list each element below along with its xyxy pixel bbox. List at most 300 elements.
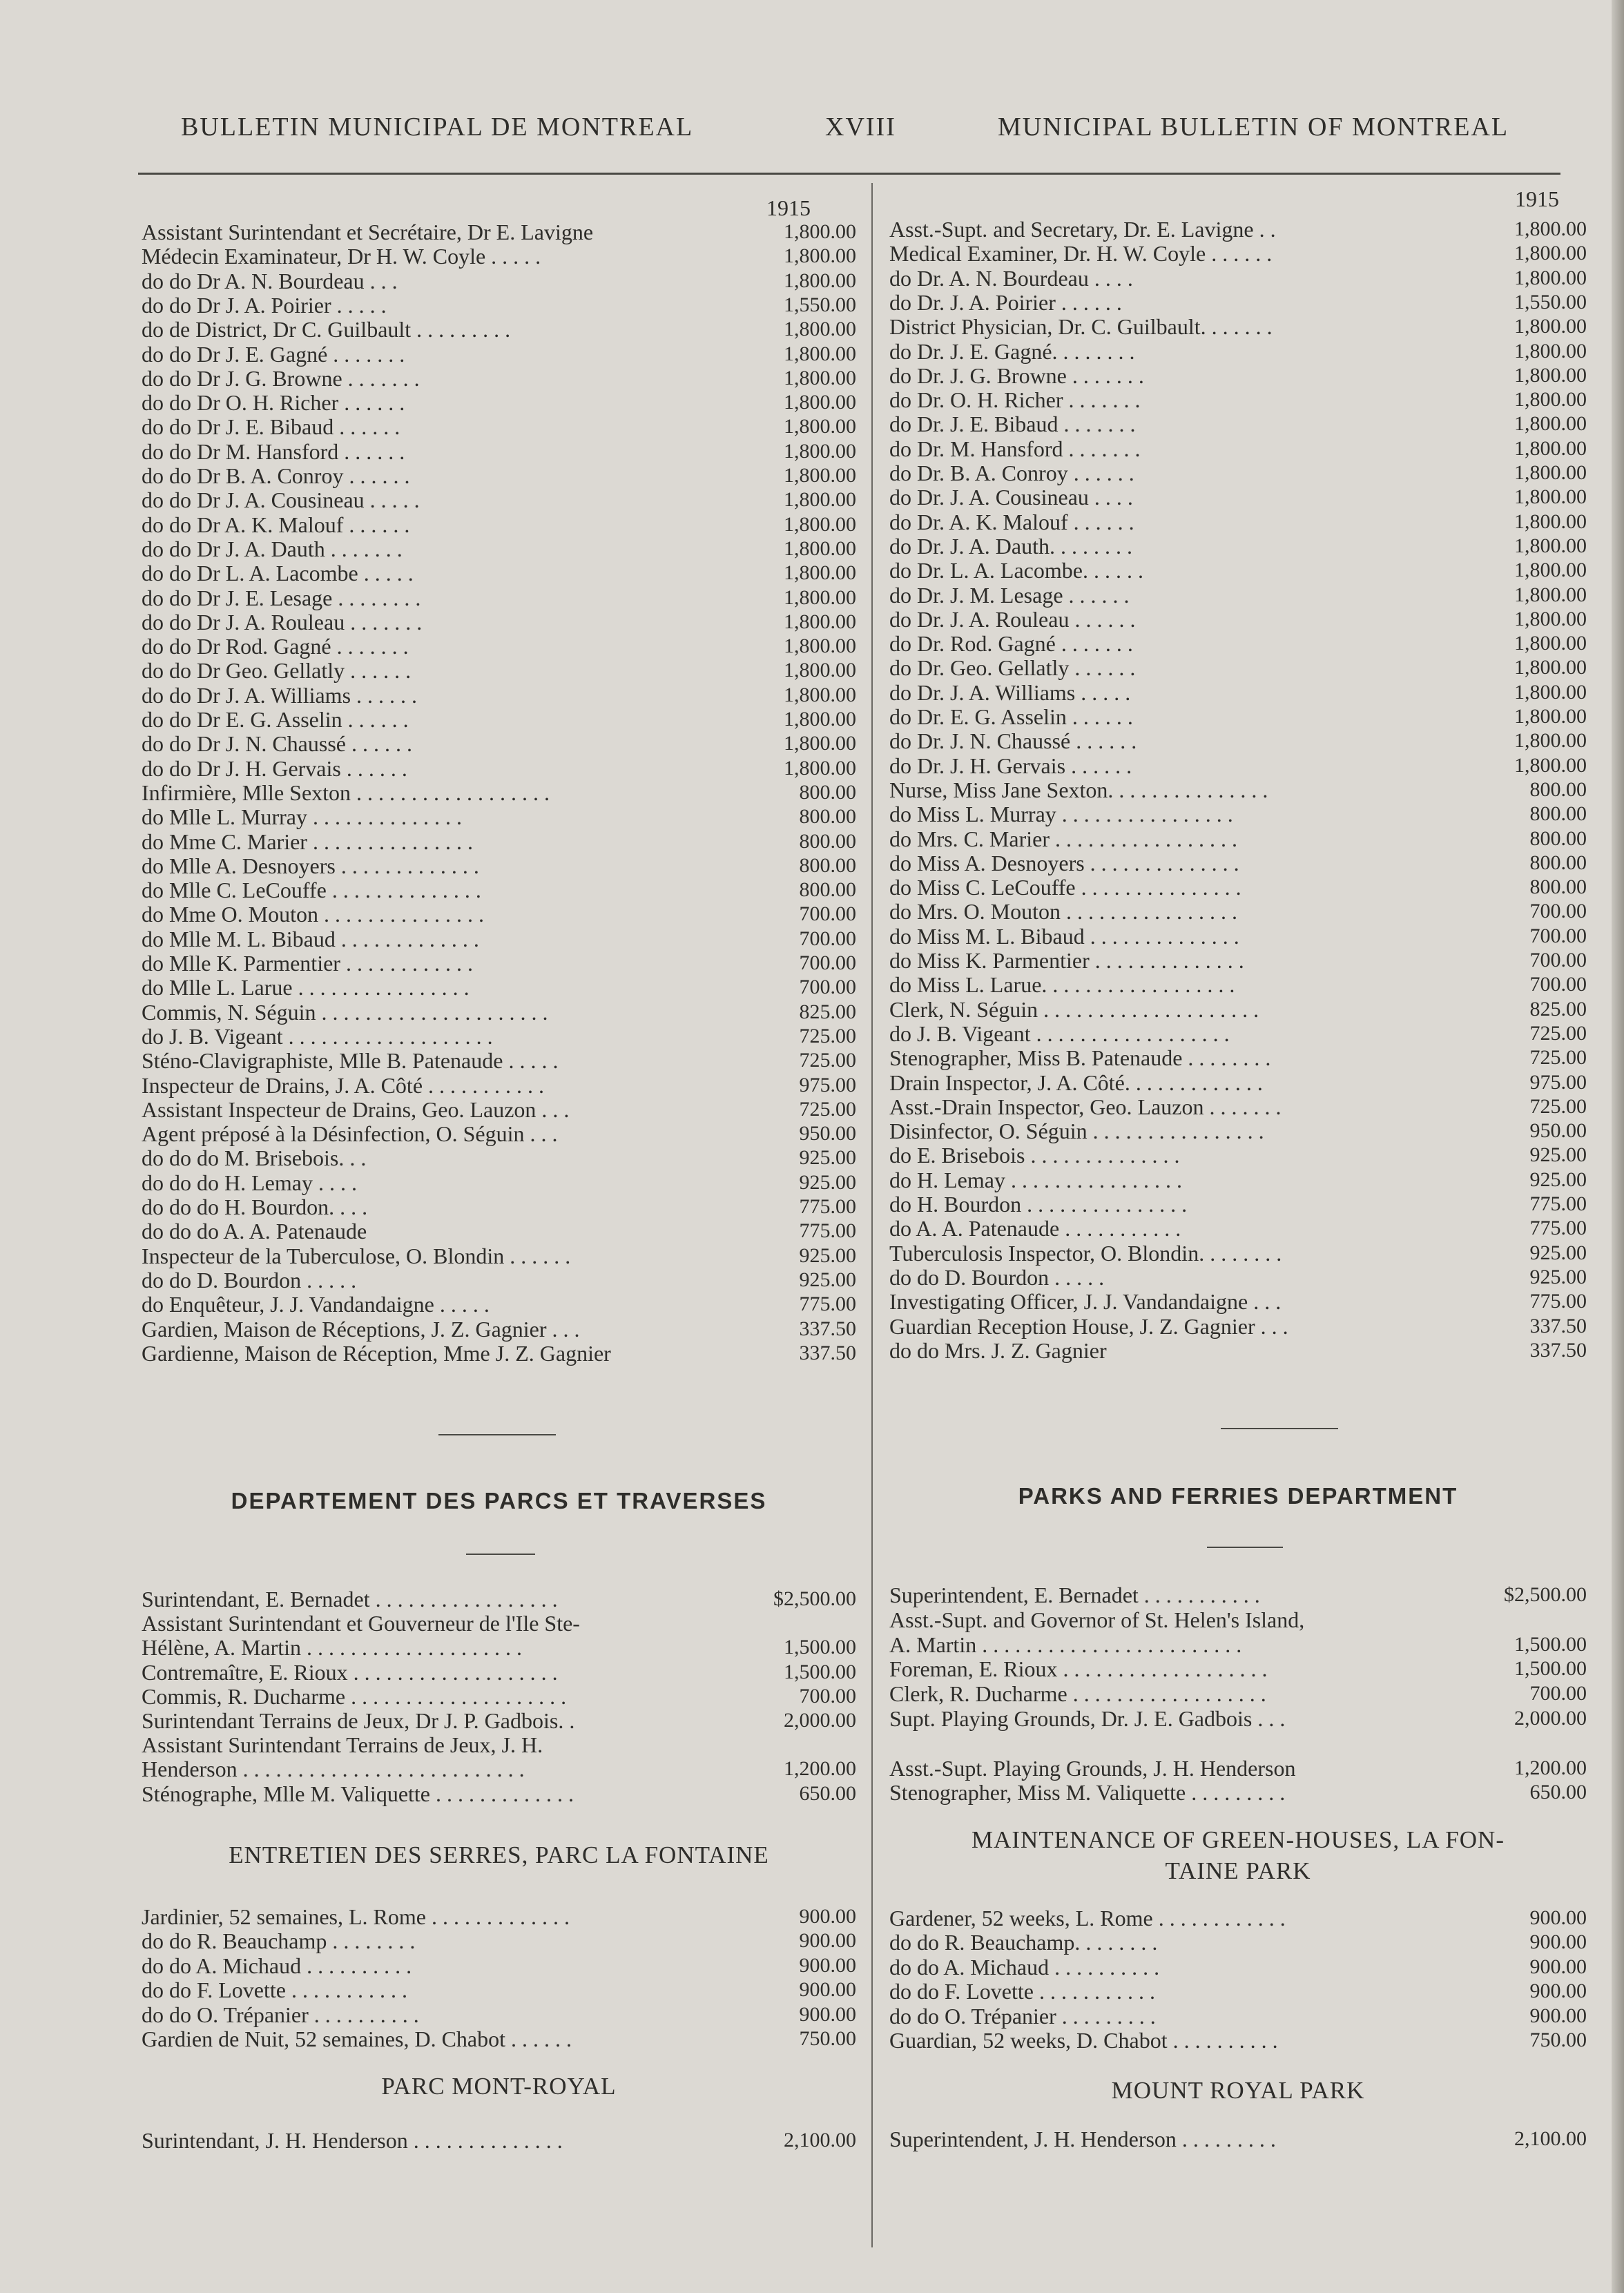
ledger-row <box>889 1143 1587 1168</box>
row-label: do Dr. J. G. Browne . . . . . . . <box>889 362 1144 388</box>
row-label: do do do A. A. Patenaude <box>142 1219 367 1244</box>
ledger-row <box>142 1684 856 1709</box>
row-label: Superintendent, J. H. Henderson . . . . . . . . . <box>889 2127 1276 2151</box>
row-amount: 1,800.00 <box>1514 485 1587 509</box>
ledger-row <box>889 1607 1587 1632</box>
ledger-row <box>889 1979 1587 2004</box>
row-label: Inspecteur de la Tuberculose, O. Blondin . . . . . . <box>142 1243 571 1268</box>
ledger-row <box>142 1121 856 1146</box>
ledger-row <box>142 1928 856 1953</box>
ledger-row <box>142 1292 856 1317</box>
row-label: do do Dr B. A. Conroy . . . . . . <box>142 463 410 488</box>
row-amount: 1,800.00 <box>1514 559 1587 582</box>
ledger-row <box>142 561 856 586</box>
ledger-row <box>142 975 856 1000</box>
row-label: do Miss A. Desnoyers . . . . . . . . . . . . . . <box>889 850 1239 875</box>
row-amount: 900.00 <box>1529 2004 1587 2027</box>
row-label: do do Dr A. K. Malouf . . . . . . <box>142 512 410 537</box>
row-label: do Dr. L. A. Lacombe. . . . . . <box>889 558 1143 583</box>
ledger-row <box>889 436 1587 461</box>
ledger-row <box>142 804 856 829</box>
row-amount: 925.00 <box>799 1268 856 1291</box>
row-label: do Dr. J. A. Rouleau . . . . . . <box>889 606 1136 632</box>
row-amount: 1,800.00 <box>784 269 856 292</box>
ledger-row <box>142 610 856 635</box>
row-label: do do A. Michaud . . . . . . . . . . <box>142 1953 412 1978</box>
ledger-row <box>142 220 856 244</box>
ledger-row <box>889 1021 1587 1046</box>
page-edge-shadow <box>1612 0 1624 2293</box>
row-amount: 725.00 <box>1529 1021 1587 1045</box>
row-label: do Mrs. O. Mouton . . . . . . . . . . . . . . . . <box>889 899 1238 925</box>
row-label: Guardian, 52 weeks, D. Chabot . . . . . . . . . . <box>889 2028 1278 2053</box>
row-label: do do O. Trépanier . . . . . . . . . <box>889 2003 1156 2029</box>
row-amount: 775.00 <box>799 1219 856 1243</box>
row-amount: 1,800.00 <box>1514 461 1587 484</box>
row-label: do do Dr J. E. Bibaud . . . . . . <box>142 414 400 440</box>
header-rule <box>138 173 1560 175</box>
row-label: do Dr. Rod. Gagné . . . . . . . <box>889 631 1133 657</box>
ledger-row <box>142 586 856 610</box>
row-label: do H. Lemay . . . . . . . . . . . . . . . . <box>889 1167 1182 1192</box>
ledger-row <box>142 1611 856 1636</box>
row-amount: 925.00 <box>799 1170 856 1194</box>
ledger-row <box>142 1024 856 1049</box>
row-label: Stenographer, Miss M. Valiquette . . . . . . . . . <box>889 1780 1286 1806</box>
section-rule <box>438 1434 556 1435</box>
ledger-row <box>889 583 1587 608</box>
ledger-row <box>889 1241 1587 1266</box>
row-amount: 800.00 <box>1529 851 1587 874</box>
row-amount: 700.00 <box>1529 1682 1587 1705</box>
row-amount: 700.00 <box>799 927 856 950</box>
ledger-row <box>889 1706 1587 1731</box>
row-label: Gardien, Maison de Réceptions, J. Z. Gagnier . . . <box>142 1316 580 1342</box>
ledger-row <box>889 972 1587 997</box>
ledger-row <box>142 731 856 756</box>
row-label: do Dr. J. H. Gervais . . . . . . <box>889 753 1132 778</box>
section-rule <box>466 1554 535 1555</box>
parks-section-title: DEPARTEMENT DES PARCS ET TRAVERSES <box>231 1488 767 1513</box>
row-amount: 2,100.00 <box>784 2129 856 2151</box>
ledger-row <box>889 1632 1587 1657</box>
row-label: Stenographer, Miss B. Patenaude . . . . . . . . <box>889 1045 1271 1071</box>
header-left-title: BULLETIN MUNICIPAL DE MONTREAL <box>181 113 694 142</box>
ledger-row <box>889 1583 1587 1607</box>
row-amount: 650.00 <box>799 1781 856 1805</box>
ledger-row <box>889 1216 1587 1241</box>
row-amount: 1,500.00 <box>1514 1657 1587 1681</box>
row-label: do do Dr J. E. Gagné . . . . . . . <box>142 341 405 367</box>
row-label: do de District, Dr C. Guilbault . . . . . . . . . <box>142 317 511 342</box>
row-amount: 1,800.00 <box>1514 363 1587 387</box>
row-amount: 1,800.00 <box>784 635 856 658</box>
ledger-row <box>889 485 1587 510</box>
ledger-row <box>142 366 856 391</box>
row-amount: 1,800.00 <box>1514 680 1587 704</box>
ledger-row <box>889 777 1587 802</box>
ledger-row <box>889 1168 1587 1192</box>
ledger-row <box>142 293 856 318</box>
row-amount: 750.00 <box>1529 2029 1587 2051</box>
row-label: do A. A. Patenaude . . . . . . . . . . . <box>889 1216 1181 1241</box>
row-amount: 800.00 <box>1529 777 1587 801</box>
row-amount: 1,800.00 <box>1514 534 1587 557</box>
row-amount: 1,800.00 <box>784 683 856 706</box>
row-label: do do Dr Geo. Gellatly . . . . . . <box>142 658 412 684</box>
row-amount: 925.00 <box>799 1244 856 1267</box>
row-amount: 700.00 <box>799 951 856 974</box>
ledger-row <box>889 2004 1587 2029</box>
row-label: do J. B. Vigeant . . . . . . . . . . . . . . . . . . <box>889 1020 1230 1046</box>
row-label: do Miss M. L. Bibaud . . . . . . . . . . . . . . <box>889 923 1239 949</box>
row-amount: 1,500.00 <box>784 1636 856 1659</box>
row-label: Sténographe, Mlle M. Valiquette . . . . . . . . . . . . . <box>142 1781 574 1806</box>
ledger-row <box>142 1635 856 1660</box>
ledger-row <box>142 269 856 293</box>
row-label: Guardian Reception House, J. Z. Gagnier . . . <box>889 1313 1288 1339</box>
row-label: Asst.-Supt. Playing Grounds, J. H. Henderson <box>889 1755 1296 1781</box>
ledger-row <box>142 683 856 708</box>
ledger-row <box>889 1930 1587 1955</box>
row-label: do do D. Bourdon . . . . . <box>142 1267 357 1293</box>
row-label: Henderson . . . . . . . . . . . . . . . . . . . . . . . . . . <box>142 1757 525 1782</box>
row-label: do Dr. J. A. Poirier . . . . . . <box>889 289 1122 315</box>
row-label: do do D. Bourdon . . . . . <box>889 1264 1105 1290</box>
row-label: do Dr. M. Hansford . . . . . . . <box>889 436 1141 461</box>
row-amount: 1,800.00 <box>784 488 856 512</box>
ledger-row <box>889 802 1587 826</box>
row-amount: 900.00 <box>1529 1980 1587 2003</box>
row-label: do E. Brisebois . . . . . . . . . . . . . . <box>889 1143 1180 1168</box>
row-label: do Mlle L. Larue . . . . . . . . . . . . . . . . <box>142 975 470 1000</box>
row-label: do do do H. Lemay . . . . <box>142 1170 357 1195</box>
row-amount: 725.00 <box>799 1024 856 1047</box>
ledger-row <box>889 1731 1587 1756</box>
row-amount: 1,800.00 <box>1514 388 1587 412</box>
ledger-row <box>889 1338 1587 1363</box>
row-label: Tuberculosis Inspector, O. Blondin. . . . . . . . <box>889 1240 1282 1266</box>
row-amount: 700.00 <box>799 902 856 926</box>
row-label: Assistant Surintendant et Gouverneur de l'Ile Ste- <box>142 1611 580 1636</box>
year-heading: 1915 <box>766 195 811 220</box>
mount-royal-section-title: PARC MONT-ROYAL <box>381 2073 617 2100</box>
row-label: do do Dr E. G. Asselin . . . . . . <box>142 707 409 732</box>
row-amount: $2,500.00 <box>1504 1583 1587 1606</box>
ledger-row <box>142 1145 856 1170</box>
ledger-row <box>889 534 1587 559</box>
row-amount: 2,000.00 <box>784 1709 856 1732</box>
row-amount: 1,550.00 <box>1514 290 1587 313</box>
row-label: do Miss K. Parmentier . . . . . . . . . . . . . . <box>889 948 1244 973</box>
year-heading: 1915 <box>1515 186 1559 211</box>
row-label: Supt. Playing Grounds, Dr. J. E. Gadbois . . . <box>889 1706 1286 1731</box>
row-label: Agent préposé à la Désinfection, O. Séguin . . . <box>142 1121 558 1147</box>
row-amount: 1,800.00 <box>1514 632 1587 655</box>
ledger-row <box>142 1219 856 1244</box>
row-amount: 800.00 <box>799 829 856 853</box>
ledger-row <box>889 241 1587 266</box>
ledger-row <box>142 951 856 976</box>
ledger-row <box>142 342 856 367</box>
row-amount: 925.00 <box>1529 1143 1587 1167</box>
row-label: do Dr. J. A. Dauth. . . . . . . . <box>889 533 1132 559</box>
row-amount: 925.00 <box>1529 1168 1587 1191</box>
row-amount: 1,200.00 <box>784 1757 856 1781</box>
row-amount: 800.00 <box>1529 802 1587 826</box>
row-amount: 700.00 <box>799 976 856 999</box>
row-amount: 775.00 <box>1529 1290 1587 1313</box>
ledger-row <box>142 439 856 464</box>
ledger-row <box>142 1904 856 1929</box>
page-number: XVIII <box>825 113 896 142</box>
row-amount: 900.00 <box>799 1978 856 2002</box>
row-amount: 800.00 <box>1529 875 1587 899</box>
row-label: do do Dr J. A. Cousineau . . . . . <box>142 487 420 513</box>
row-amount: 650.00 <box>1529 1781 1587 1804</box>
row-amount: 700.00 <box>1529 900 1587 923</box>
row-amount: 800.00 <box>799 805 856 829</box>
row-amount: 1,800.00 <box>1514 436 1587 460</box>
ledger-row <box>142 780 856 805</box>
row-amount: 1,800.00 <box>784 586 856 609</box>
ledger-row <box>889 1119 1587 1143</box>
row-amount: 1,800.00 <box>784 464 856 487</box>
ledger-row <box>142 536 856 561</box>
row-amount: 1,800.00 <box>784 415 856 438</box>
ledger-row <box>889 2127 1587 2151</box>
ledger-row <box>142 927 856 951</box>
row-amount: 1,800.00 <box>784 732 856 755</box>
row-label: Inspecteur de Drains, J. A. Côté . . . . . . . . . . . <box>142 1072 545 1098</box>
row-amount: 2,000.00 <box>1514 1707 1587 1730</box>
row-amount: 1,800.00 <box>784 220 856 243</box>
row-amount: 800.00 <box>799 878 856 902</box>
ledger-row <box>889 1656 1587 1681</box>
ledger-row <box>889 924 1587 949</box>
row-label: do Enquêteur, J. J. Vandandaigne . . . . . <box>142 1292 490 1317</box>
row-amount: 1,800.00 <box>1514 412 1587 436</box>
row-label: do Mme O. Mouton . . . . . . . . . . . . . . . <box>142 902 484 927</box>
ledger-row <box>142 1268 856 1293</box>
greenhouse-section-title: ENTRETIEN DES SERRES, PARC LA FONTAINE <box>229 1841 769 1868</box>
row-amount: 337.50 <box>799 1317 856 1340</box>
row-amount: 1,800.00 <box>1514 705 1587 728</box>
row-amount: 2,100.00 <box>1514 2127 1587 2150</box>
row-label: do H. Bourdon . . . . . . . . . . . . . . . <box>889 1192 1188 1217</box>
ledger-row <box>889 1906 1587 1931</box>
ledger-row <box>142 1244 856 1268</box>
ledger-row <box>142 878 856 902</box>
row-label: do do Mrs. J. Z. Gagnier <box>889 1337 1107 1363</box>
row-label: Commis, R. Ducharme . . . . . . . . . . . . . . . . . . . . <box>142 1683 567 1709</box>
ledger-row <box>889 851 1587 875</box>
row-amount: 1,800.00 <box>1514 753 1587 777</box>
row-amount: 900.00 <box>799 1953 856 1977</box>
row-label: do Miss L. Larue. . . . . . . . . . . . . . . . . . <box>889 972 1235 998</box>
row-label: Surintendant, J. H. Henderson . . . . . . . . . . . . . . <box>142 2128 563 2153</box>
ledger-row <box>142 1317 856 1342</box>
ledger-row <box>142 1708 856 1733</box>
ledger-row <box>142 1732 856 1757</box>
row-label: Clerk, R. Ducharme . . . . . . . . . . . . . . . . . . <box>889 1681 1266 1707</box>
row-amount: 1,800.00 <box>1514 217 1587 240</box>
row-amount: 1,800.00 <box>1514 266 1587 289</box>
row-amount: 1,500.00 <box>784 1660 856 1683</box>
row-amount: 1,800.00 <box>1514 510 1587 533</box>
ledger-row <box>889 2028 1587 2053</box>
row-label: Assistant Inspecteur de Drains, Geo. Lauzon . . . <box>142 1096 570 1122</box>
row-label: do Miss C. LeCouffe . . . . . . . . . . . . . . . <box>889 875 1241 900</box>
ledger-row <box>889 1094 1587 1119</box>
row-label: do Miss L. Murray . . . . . . . . . . . . . . . . <box>889 802 1233 827</box>
row-amount: 750.00 <box>799 2027 856 2050</box>
row-amount: 1,800.00 <box>784 512 856 536</box>
ledger-row <box>142 634 856 659</box>
ledger-row <box>142 317 856 342</box>
ledger-row <box>889 314 1587 339</box>
row-amount: 975.00 <box>799 1073 856 1096</box>
row-label: Drain Inspector, J. A. Côté. . . . . . . . . . . . . <box>889 1070 1263 1095</box>
row-label: do Dr. A. K. Malouf . . . . . . <box>889 509 1134 534</box>
row-amount: 725.00 <box>1529 1046 1587 1070</box>
row-amount: 1,200.00 <box>1514 1756 1587 1779</box>
row-amount: 775.00 <box>1529 1192 1587 1215</box>
row-label: Contremaître, E. Rioux . . . . . . . . . . . . . . . . . . . <box>142 1659 558 1685</box>
row-amount: 1,800.00 <box>1514 729 1587 753</box>
ledger-row <box>889 412 1587 436</box>
ledger-row <box>142 2002 856 2027</box>
row-amount: 1,800.00 <box>1514 315 1587 338</box>
ledger-row <box>142 463 856 488</box>
row-label: District Physician, Dr. C. Guilbault. . . . . . . <box>889 314 1273 340</box>
ledger-row <box>889 728 1587 753</box>
row-label: do Dr. J. A. Williams . . . . . <box>889 679 1131 705</box>
ledger-row <box>142 1341 856 1366</box>
greenhouse-section-title-cont: TAINE PARK <box>1165 1857 1311 1884</box>
ledger-row <box>142 1977 856 2002</box>
row-amount: 775.00 <box>799 1293 856 1316</box>
ledger-row <box>889 558 1587 583</box>
row-amount: 825.00 <box>1529 997 1587 1020</box>
ledger-row <box>889 899 1587 924</box>
ledger-row <box>142 2128 856 2153</box>
row-amount: 775.00 <box>1529 1217 1587 1240</box>
ledger-row <box>889 680 1587 705</box>
row-amount: 925.00 <box>799 1146 856 1170</box>
row-label: Asst.-Supt. and Governor of St. Helen's Island, <box>889 1607 1305 1632</box>
row-label: Medical Examiner, Dr. H. W. Coyle . . . . . . <box>889 241 1273 267</box>
ledger-row <box>889 753 1587 778</box>
row-amount: 900.00 <box>1529 1931 1587 1954</box>
ledger-row <box>889 339 1587 364</box>
row-amount: 1,800.00 <box>784 561 856 585</box>
row-amount: 1,800.00 <box>1514 242 1587 265</box>
row-label: Sténo-Clavigraphiste, Mlle B. Patenaude . . . . . <box>142 1048 559 1074</box>
ledger-row <box>889 631 1587 656</box>
row-amount: 1,800.00 <box>784 659 856 682</box>
row-label: do do A. Michaud . . . . . . . . . . <box>889 1954 1160 1980</box>
row-label: do do do H. Bourdon. . . . <box>142 1194 368 1219</box>
row-amount: 1,800.00 <box>784 391 856 414</box>
row-amount: 1,800.00 <box>784 756 856 780</box>
row-label: do Mlle M. L. Bibaud . . . . . . . . . . . . . <box>142 926 479 951</box>
row-label: Infirmière, Mlle Sexton . . . . . . . . . . . . . . . . . . <box>142 780 550 805</box>
ledger-row <box>889 655 1587 680</box>
row-amount: 800.00 <box>1529 826 1587 850</box>
row-label: A. Martin . . . . . . . . . . . . . . . . . . . . . . . . <box>889 1632 1242 1657</box>
row-label: Disinfector, O. Séguin . . . . . . . . . . . . . . . . <box>889 1119 1264 1144</box>
ledger-row <box>142 1097 856 1122</box>
ledger-row <box>889 1265 1587 1290</box>
row-label: Commis, N. Séguin . . . . . . . . . . . . . . . . . . . . . <box>142 999 548 1025</box>
row-amount: 800.00 <box>799 780 856 804</box>
row-label: do Dr. B. A. Conroy . . . . . . <box>889 461 1134 485</box>
ledger-row <box>889 1289 1587 1314</box>
row-label: do do Dr J. H. Gervais . . . . . . <box>142 755 407 781</box>
row-amount: 337.50 <box>1529 1338 1587 1362</box>
row-label: do Dr. Geo. Gellatly . . . . . . <box>889 655 1136 681</box>
row-amount: 900.00 <box>799 1905 856 1928</box>
header-right-title: MUNICIPAL BULLETIN OF MONTREAL <box>998 113 1509 142</box>
row-label: do do Dr A. N. Bourdeau . . . <box>142 268 398 293</box>
row-amount: 700.00 <box>1529 973 1587 996</box>
row-label: do Dr. J. E. Bibaud . . . . . . . <box>889 412 1136 437</box>
ledger-row <box>142 512 856 537</box>
row-amount: 1,800.00 <box>1514 583 1587 606</box>
row-amount: 1,500.00 <box>1514 1632 1587 1656</box>
row-amount: 925.00 <box>1529 1241 1587 1264</box>
row-amount: $2,500.00 <box>773 1587 856 1610</box>
row-label: do do R. Beauchamp . . . . . . . . <box>142 1928 416 1954</box>
row-amount: 1,550.00 <box>784 293 856 316</box>
row-label: do do Dr J. G. Browne . . . . . . . <box>142 365 420 391</box>
row-label: do do O. Trépanier . . . . . . . . . . <box>142 2002 419 2027</box>
row-label: do do Dr Rod. Gagné . . . . . . . <box>142 634 409 659</box>
row-amount: 725.00 <box>799 1097 856 1121</box>
row-amount: 1,800.00 <box>784 342 856 365</box>
ledger-row <box>142 244 856 269</box>
ledger-row <box>142 1048 856 1073</box>
ledger-row <box>889 607 1587 632</box>
row-label: Superintendent, E. Bernadet . . . . . . . . . . . <box>889 1583 1260 1607</box>
row-label: do do Dr J. E. Lesage . . . . . . . . <box>142 585 421 610</box>
section-rule <box>1207 1547 1283 1548</box>
ledger-row <box>142 1194 856 1219</box>
ledger-row <box>142 853 856 878</box>
ledger-row <box>142 1781 856 1806</box>
ledger-row <box>889 510 1587 534</box>
row-label: Clerk, N. Séguin . . . . . . . . . . . . . . . . . . . . <box>889 996 1259 1022</box>
ledger-row <box>142 658 856 683</box>
row-amount: 700.00 <box>1529 924 1587 947</box>
row-label: do do Dr J. A. Williams . . . . . . <box>142 682 418 708</box>
row-amount: 800.00 <box>799 853 856 877</box>
row-label: do Mlle L. Murray . . . . . . . . . . . . . . <box>142 804 462 830</box>
row-amount: 725.00 <box>1529 1094 1587 1118</box>
row-label: Nurse, Miss Jane Sexton. . . . . . . . . . . . . . . <box>889 777 1268 802</box>
ledger-row <box>889 1314 1587 1339</box>
ledger-row <box>889 1070 1587 1095</box>
ledger-row <box>142 756 856 781</box>
ledger-row <box>889 997 1587 1022</box>
row-label: Asst.-Drain Inspector, Geo. Lauzon . . . . . . . <box>889 1094 1282 1119</box>
ledger-row <box>889 363 1587 388</box>
row-amount: 900.00 <box>799 1929 856 1953</box>
row-amount: 337.50 <box>1529 1314 1587 1337</box>
row-label: do Dr. J. M. Lesage . . . . . . <box>889 582 1130 608</box>
section-rule <box>1221 1428 1338 1429</box>
